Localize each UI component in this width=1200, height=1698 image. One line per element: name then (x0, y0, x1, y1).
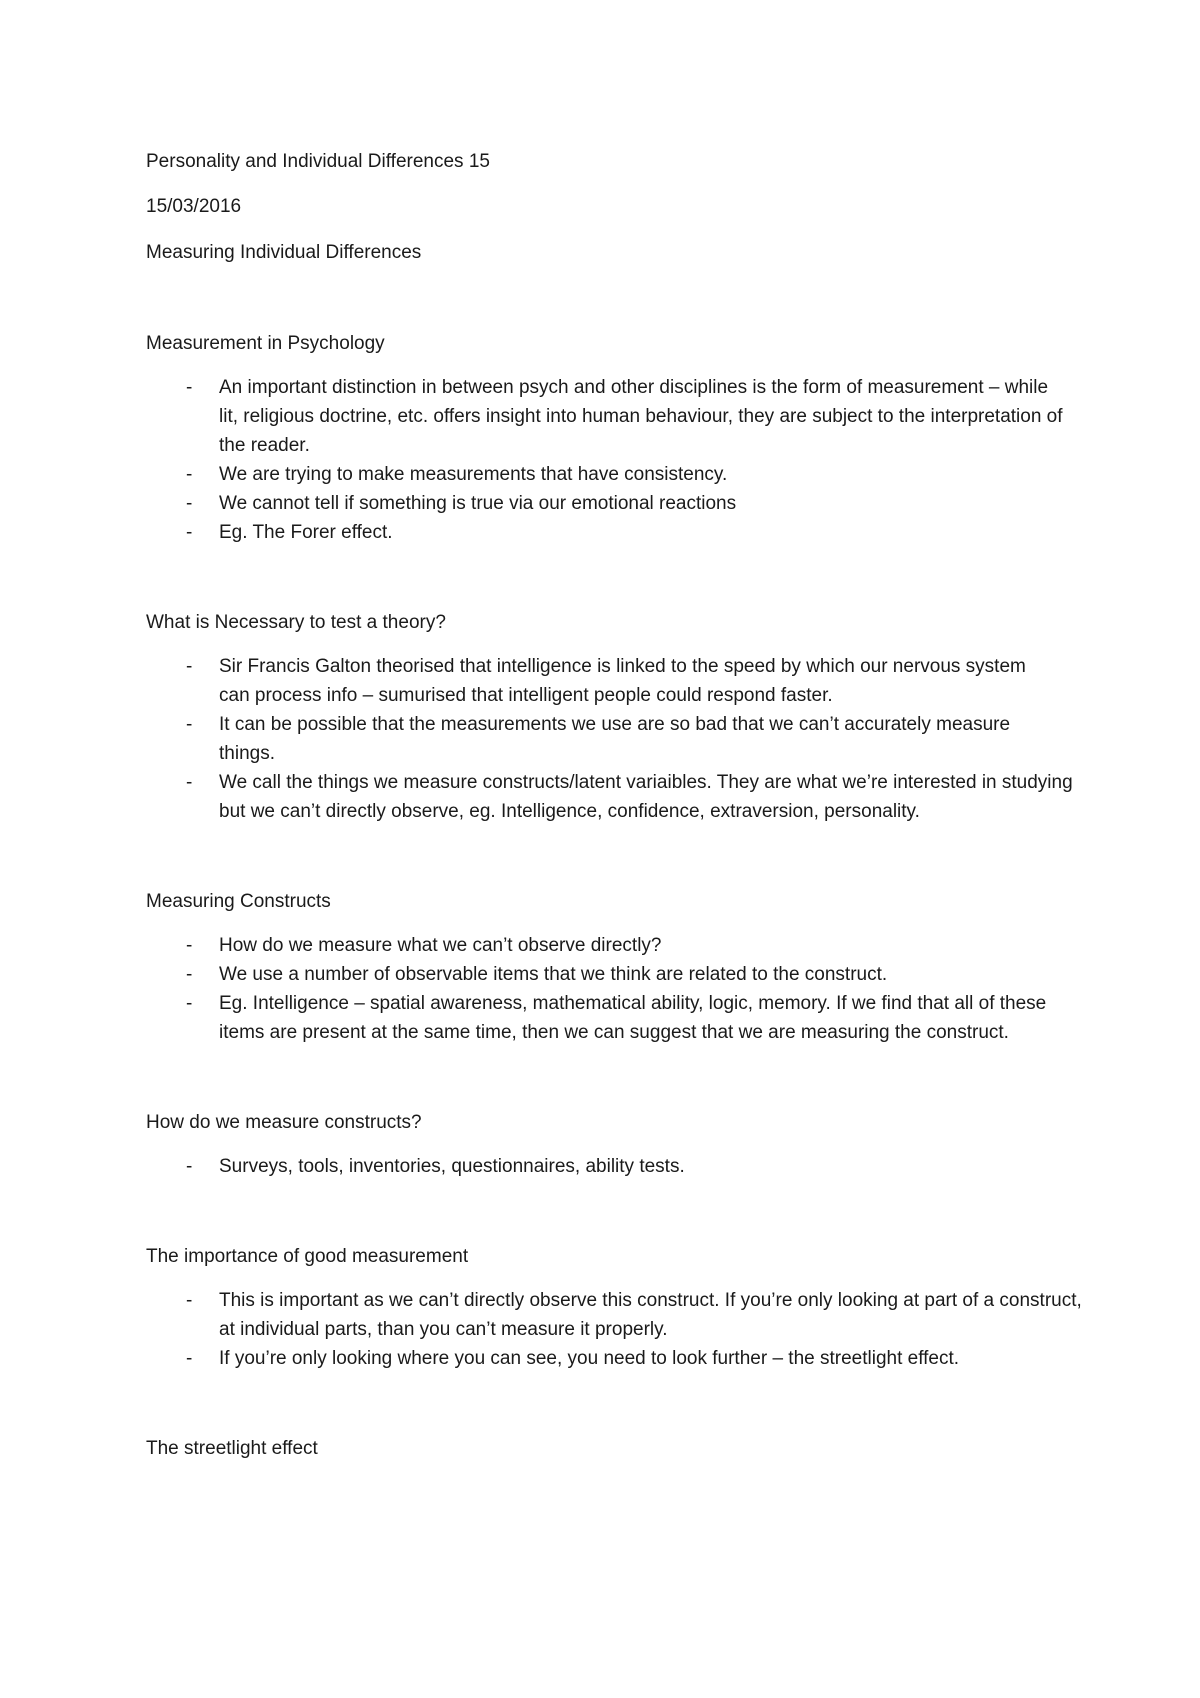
document-title: Personality and Individual Differences 15 (146, 151, 490, 172)
list-item (146, 460, 1086, 489)
list-item-text: Eg. The Forer effect. (219, 522, 393, 543)
bullet-dash: - (186, 464, 193, 485)
bullet-list (146, 1152, 1086, 1181)
list-item-text: An important distinction in between psych and other disciplines is the form of measurement – while lit, religious doctrine, etc. offers insight into human behaviour, they are subject to the interpretation of the reader. (219, 377, 1063, 456)
bullet-list (146, 931, 1086, 1047)
bullet-dash: - (186, 656, 193, 677)
section-heading: The importance of good measurement (146, 1246, 469, 1267)
list-item (146, 1286, 1086, 1344)
bullet-dash: - (186, 377, 193, 398)
section-heading: The streetlight effect (146, 1438, 318, 1459)
list-item-text: We are trying to make measurements that have consistency. (219, 464, 728, 485)
list-item-text: Eg. Intelligence – spatial awareness, mathematical ability, logic, memory. If we find that all of these items are present at the same time, then we can suggest that we are measuring the construct. (219, 993, 1047, 1043)
list-item-text: Surveys, tools, inventories, questionnaires, ability tests. (219, 1156, 685, 1177)
list-item (146, 1344, 1086, 1373)
document-body (146, 147, 1086, 1463)
bullet-dash: - (186, 1290, 193, 1311)
list-item-text: If you’re only looking where you can see, you need to look further – the streetlight effect. (219, 1348, 960, 1369)
section-streetlight-effect (146, 1434, 1086, 1463)
list-item-text: Sir Francis Galton theorised that intelligence is linked to the speed by which our nervous system can process info – sumurised that intelligent people could respond faster. (219, 656, 1026, 706)
section-measurement-in-psychology (146, 329, 1086, 547)
bullet-dash: - (186, 935, 193, 956)
section-heading: How do we measure constructs? (146, 1112, 422, 1133)
bullet-dash: - (186, 964, 193, 985)
bullet-dash: - (186, 522, 193, 543)
list-item-text: It can be possible that the measurements we use are so bad that we can’t accurately measure things. (219, 714, 1011, 764)
list-item-text: We cannot tell if something is true via our emotional reactions (219, 493, 737, 514)
section-how-do-we-measure (146, 1108, 1086, 1181)
section-measuring-constructs (146, 887, 1086, 1047)
section-what-is-necessary (146, 608, 1086, 826)
section-heading: What is Necessary to test a theory? (146, 612, 446, 633)
list-item-text: We use a number of observable items that we think are related to the construct. (219, 964, 888, 985)
list-item (146, 652, 1086, 710)
section-importance-of-good-measurement (146, 1242, 1086, 1373)
bullet-list (146, 652, 1086, 826)
bullet-dash: - (186, 993, 193, 1014)
list-item (146, 768, 1086, 826)
list-item (146, 989, 1086, 1047)
list-item (146, 518, 1086, 547)
list-item-text: We call the things we measure constructs/latent variaibles. They are what we’re interested in studying but we can’t directly observe, eg. Intelligence, confidence, extraversion, personality. (219, 772, 1073, 822)
list-item-text: How do we measure what we can’t observe directly? (219, 935, 662, 956)
bullet-list (146, 373, 1086, 547)
bullet-dash: - (186, 714, 193, 735)
bullet-list (146, 1286, 1086, 1373)
section-heading: Measuring Constructs (146, 891, 331, 912)
list-item (146, 960, 1086, 989)
list-item (146, 1152, 1086, 1181)
bullet-dash: - (186, 1348, 193, 1369)
document-date: 15/03/2016 (146, 196, 242, 217)
list-item (146, 489, 1086, 518)
bullet-dash: - (186, 493, 193, 514)
document-subtitle: Measuring Individual Differences (146, 242, 422, 263)
bullet-dash: - (186, 772, 193, 793)
list-item (146, 373, 1086, 460)
list-item (146, 710, 1086, 768)
bullet-dash: - (186, 1156, 193, 1177)
list-item-text: This is important as we can’t directly observe this construct. If you’re only looking at part of a construct, at individual parts, than you can’t measure it properly. (219, 1290, 1082, 1340)
section-heading: Measurement in Psychology (146, 333, 385, 354)
list-item (146, 931, 1086, 960)
